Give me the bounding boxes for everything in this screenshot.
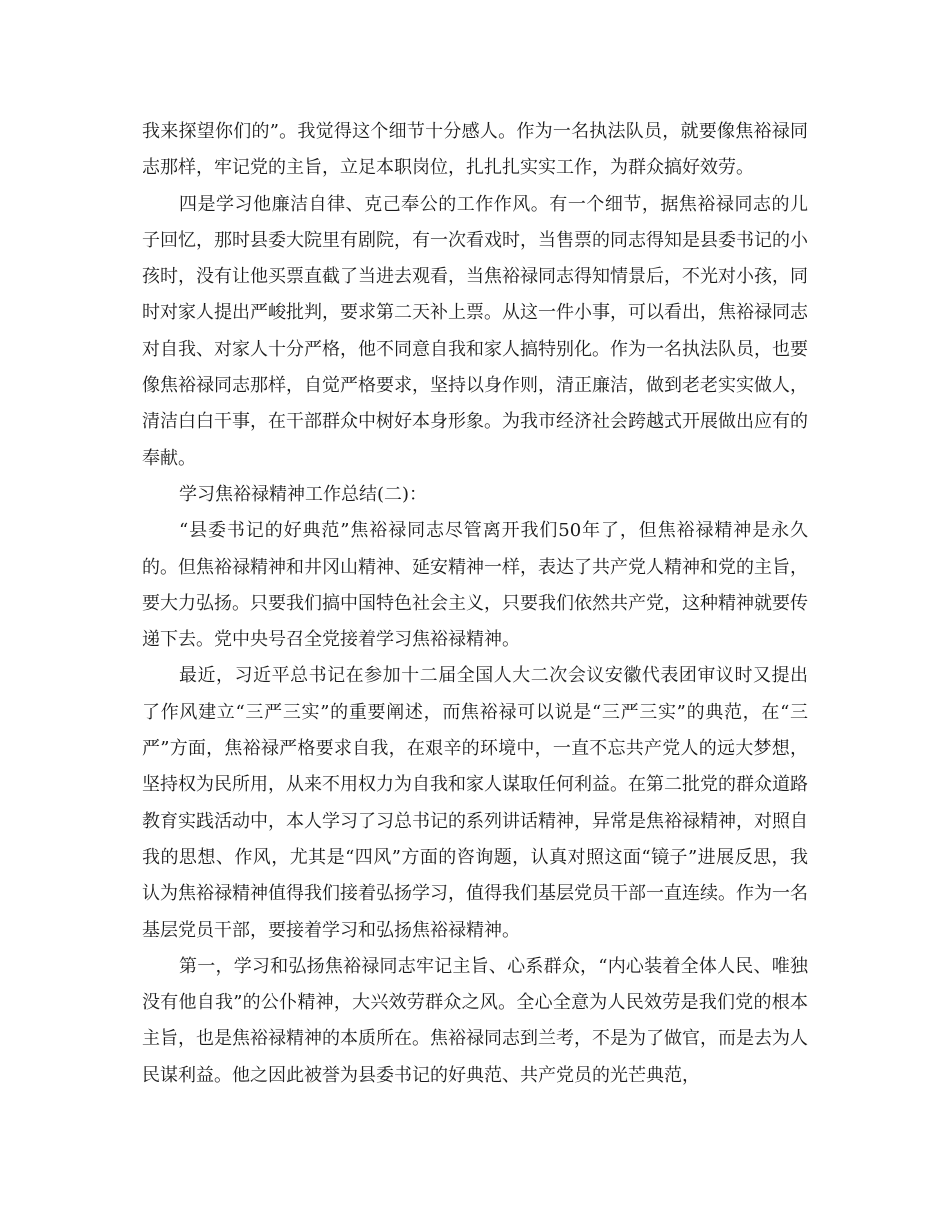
paragraph-continued: 我来探望你们的”。我觉得这个细节十分感人。作为一名执法队员，就要像焦裕禄同志那样，牢记党的主旨，立足本职岗位，扎扎扎实实工作，为群众搞好效劳。	[142, 121, 808, 179]
paragraph-intro: “县委书记的好典范”焦裕禄同志尽管离开我们50年了，但焦裕禄精神是永久的。但焦裕禄精神和井冈山精神、延安精神一样，表达了共产党人精神和党的主旨，要大力弘扬。只要我们搞中国特色社会主义，只要我们依然共产党，这种精神就要传递下去。党中央号召全党接着学习焦裕禄精神。	[142, 520, 808, 651]
paragraph-fourth-point: 四是学习他廉洁自律、克己奉公的工作作风。有一个细节，据焦裕禄同志的儿子回忆，那时县委大院里有剧院，有一次看戏时，当售票的同志得知是县委书记的小孩时，没有让他买票直截了当进去观看，当焦裕禄同志得知情景后，不光对小孩，同时对家人提出严峻批判，要求第二天补上票。从这一件小事，可以看出，焦裕禄同志对自我、对家人十分严格，他不同意自我和家人搞特别化。作为一名执法队员，也要像焦裕禄同志那样，自觉严格要求，坚持以身作则，清正廉洁，做到老老实实做人，清洁白白干事，在干部群众中树好本身形象。为我市经济社会跨越式开展做出应有的奉献。	[142, 193, 808, 469]
paragraph-three-strict: 最近，习近平总书记在参加十二届全国人大二次会议安徽代表团审议时又提出了作风建立“三严三实”的重要阐述，而焦裕禄可以说是“三严三实”的典范，在“三严”方面，焦裕禄严格要求自我，在艰辛的环境中，一直不忘共产党人的远大梦想，坚持权为民所用，从来不用权力为自我和家人谋取任何利益。在第二批党的群众道路教育实践活动中，本人学习了习总书记的系列讲话精神，异常是焦裕禄精神，对照自我的思想、作风，尤其是“四风”方面的咨询题，认真对照这面“镜子”进展反思，我认为焦裕禄精神值得我们接着弘扬学习，值得我们基层党员干部一直连续。作为一名基层党员干部，要接着学习和弘扬焦裕禄精神。	[142, 665, 808, 941]
section-heading: 学习焦裕禄精神工作总结(二)：	[179, 483, 428, 505]
paragraph-first-point: 第一，学习和弘扬焦裕禄同志牢记主旨、心系群众，“内心装着全体人民、唯独没有他自我”的公仆精神，大兴效劳群众之风。全心全意为人民效劳是我们党的根本主旨，也是焦裕禄精神的本质所在。焦裕禄同志到兰考，不是为了做官，而是去为人民谋利益。他之因此被誉为县委书记的好典范、共产党员的光芒典范，	[142, 955, 808, 1086]
document-body	[142, 114, 808, 1094]
